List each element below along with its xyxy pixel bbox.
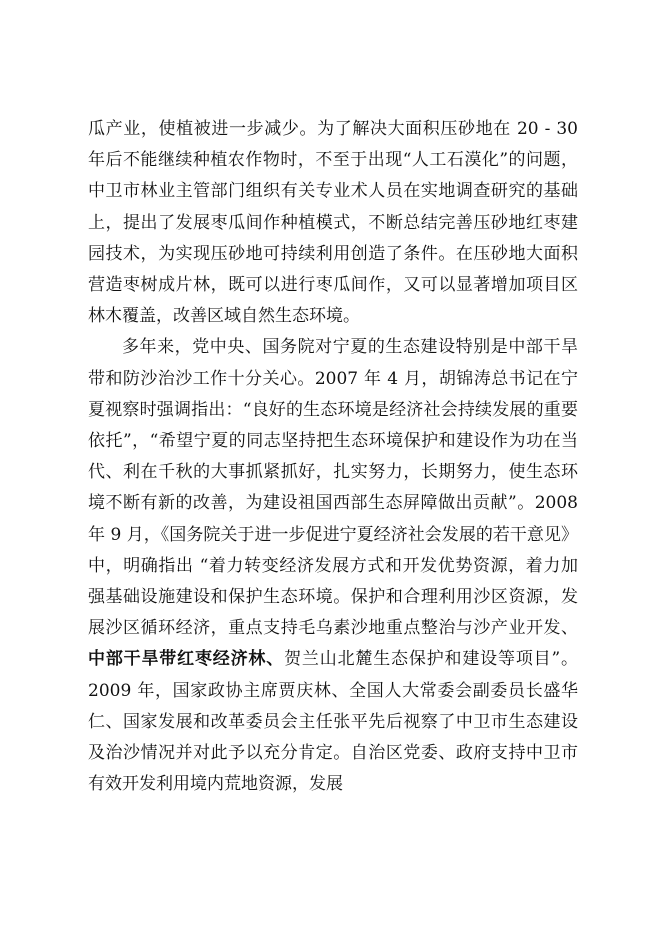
paragraph-2 <box>88 332 578 800</box>
paragraph-1: 瓜产业，使植被进一步减少。为了解决大面积压砂地在 20 - 30 年后不能继续种植农作物时，不至于出现“人工石漠化”的问题，中卫市林业主管部门组织有关专业术人员在实地调查研究的基础上，提出了发展枣瓜间作种植模式，不断总结完善压砂地红枣建园技术，为实现压砂地可持续利用创造了条件。在压砂地大面积营造枣树成片林，既可以进行枣瓜间作，又可以显著增加项目区林木覆盖，改善区域自然生态环境。 <box>88 119 578 327</box>
paragraph-2-bold-phrase: 中部干旱带红枣经济林、 <box>88 649 285 670</box>
paragraph-2-text-end: 贺兰山北麓生态保护和建设等项目”。2009 年，国家政协主席贾庆林、全国人大常委会副委员长盛华仁、国家发展和改革委员会主任张平先后视察了中卫市生态建设及治沙情况并对此予以充分肯定。自治区党委、政府支持中卫市有效开发利用境内荒地资源，发展 <box>88 649 578 795</box>
paragraph-2-text-start: 多年来，党中央、国务院对宁夏的生态建设特别是中部干旱带和防沙治沙工作十分关心。2007 年 4 月，胡锦涛总书记在宁夏视察时强调指出：“良好的生态环境是经济社会持续发展的重要依托”，“希望宁夏的同志坚持把生态环境保护和建设作为功在当代、利在千秋的大事抓紧抓好，扎实努力，长期努力，使生态环境不断有新的改善，为建设祖国西部生态屏障做出贡献”。2008 年 9 月，《国务院关于进一步促进宁夏经济社会发展的若干意见》中，明确指出 “着力转变经济发展方式和开发优势资源，着力加强基础设施建设和保护生态环境。保护和合理利用沙区资源，发展沙区循环经济，重点支持毛乌素沙地重点整治与沙产业开发、 <box>88 337 578 639</box>
document-body <box>88 114 578 800</box>
